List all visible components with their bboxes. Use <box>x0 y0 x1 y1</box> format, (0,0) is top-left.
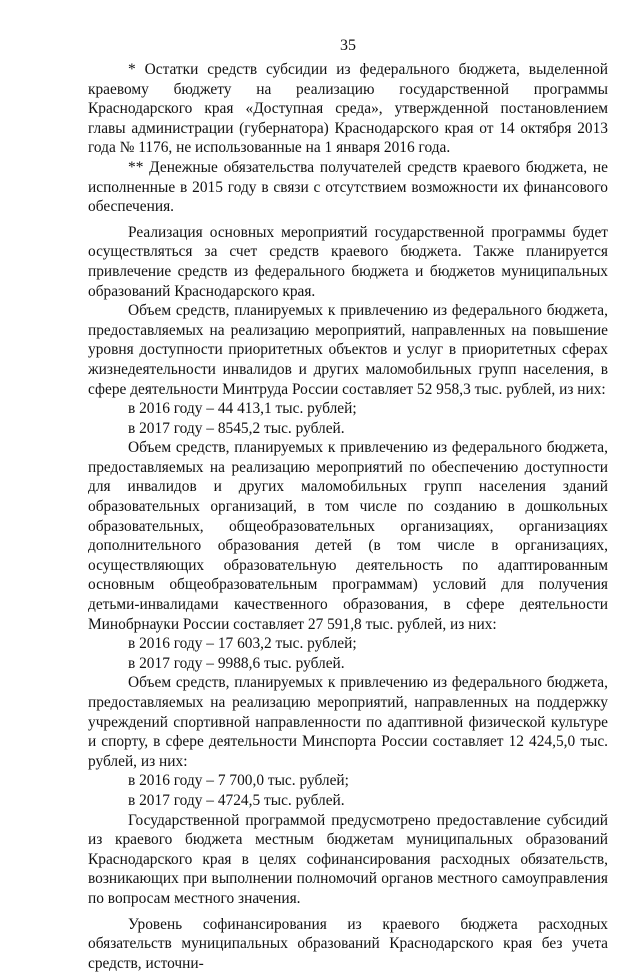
footnote-paragraph-2: ** Денежные обязательства получателей средств краевого бюджета, не исполненные в 2015 году в связи с отсутствием возможности их финансового обеспечения. <box>88 158 608 216</box>
page-number: 35 <box>340 37 356 54</box>
list-item: в 2016 году – 44 413,1 тыс. рублей; <box>128 400 357 418</box>
list-item: в 2016 году – 17 603,2 тыс. рублей; <box>128 635 357 653</box>
list-item: в 2017 году – 4724,5 тыс. рублей. <box>128 791 345 809</box>
body-paragraph-mintrud: Объем средств, планируемых к привлечению из федерального бюджета, предоставляемых на реализацию мероприятий, направленных на повышение уровня доступности приоритетных объектов и услуг в приоритетных сферах жизнедеятельности инвалидов и других маломобильных групп населения, в сфере деятельности Минтруда России составляет 52 958,3 тыс. рублей, из них: <box>88 302 608 398</box>
body-paragraph-minobrnauki: Объем средств, планируемых к привлечению из федерального бюджета, предоставляемых на реализацию мероприятий по обеспечению доступности для инвалидов и других маломобильных групп населения зданий образовательных организаций, в том числе по созданию в дошкольных образовательных, общеобразовательных организациях, организациях дополнительного образования детей (в том числе в организациях, осуществляющих образовательную деятельность по адаптированным основным общеобразовательным программам) условий для получения детьми-инвалидами качественного образования, в сфере деятельности Минобрнауки России составляет 27 591,8 тыс. рублей, из них: <box>88 439 608 633</box>
list-item: в 2017 году – 9988,6 тыс. рублей. <box>128 654 345 672</box>
list-item: в 2017 году – 8545,2 тыс. рублей. <box>128 419 345 437</box>
document-page <box>88 36 608 973</box>
body-paragraph-funding-sources: Реализация основных мероприятий государственной программы будет осуществляться за счет средств краевого бюджета. Также планируется привлечение средств из федерального бюджета и бюджетов муниципальных образований Краснодарского края. <box>88 223 608 300</box>
list-item: в 2016 году – 7 700,0 тыс. рублей; <box>128 772 349 790</box>
footnote-paragraph-1: * Остатки средств субсидии из федерального бюджета, выделенной краевому бюджету на реализацию государственной программы Краснодарского края «Доступная среда», утвержденной постановлением главы администрации (губернатора) Краснодарского края от 14 октября 2013 года № 1176, не использованные на 1 января 2016 года. <box>88 61 608 157</box>
body-paragraph-minsport: Объем средств, планируемых к привлечению из федерального бюджета, предоставляемых на реализацию мероприятий, направленных на поддержку учреждений спортивной направленности по адаптивной физической культуре и спорту, в сфере деятельности Минспорта России составляет 12 424,5,0 тыс. рублей, из них: <box>88 674 608 770</box>
body-paragraph-subsidies: Государственной программой предусмотрено предоставление субсидий из краевого бюджета местным бюджетам муниципальных образований Краснодарского края в целях софинансирования расходных обязательств, возникающих при выполнении полномочий органов местного самоуправления по вопросам местного значения. <box>88 811 608 907</box>
body-paragraph-cofinancing: Уровень софинансирования из краевого бюджета расходных обязательств муниципальных образований Краснодарского края без учета средств, источни- <box>88 915 608 972</box>
